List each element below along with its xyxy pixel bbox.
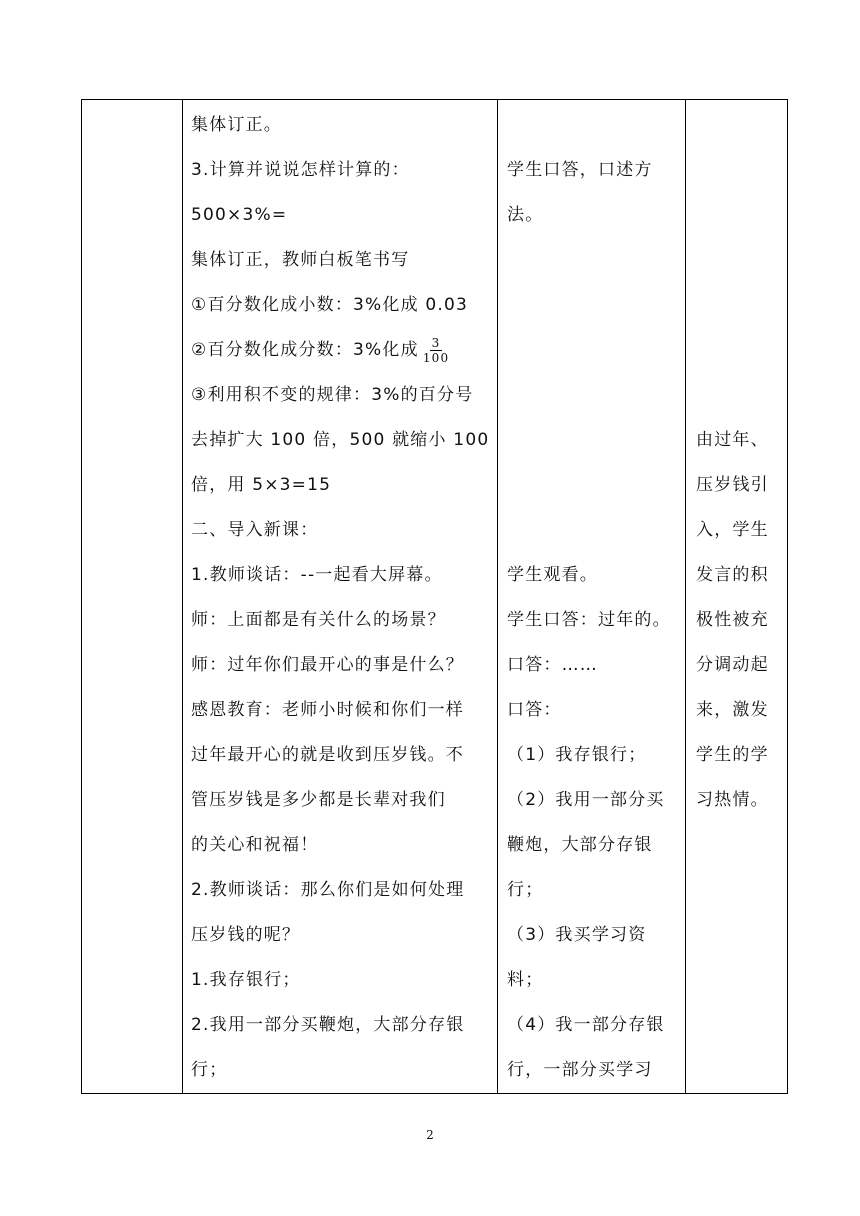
text-line: （1）我存银行； bbox=[507, 745, 647, 765]
text-line: 2.教师谈话：那么你们是如何处理 bbox=[191, 880, 465, 900]
empty-stage-cell bbox=[82, 100, 183, 1094]
text-line: ②百分数化成分数：3%化成 bbox=[191, 340, 419, 360]
text-line: 发言的积 bbox=[696, 565, 769, 585]
text-line: 学生口答：过年的。 bbox=[507, 610, 671, 630]
fraction bbox=[421, 336, 452, 365]
text-line: 2.我用一部分买鞭炮，大部分存银 bbox=[191, 1015, 465, 1035]
student-activity-cell bbox=[498, 100, 686, 1094]
text-line: 口答： bbox=[507, 700, 562, 720]
table-row bbox=[82, 100, 788, 1094]
text-line: 压岁钱的呢？ bbox=[191, 925, 301, 945]
text-line: 行，一部分买学习 bbox=[507, 1060, 653, 1080]
spacer-line bbox=[507, 328, 685, 373]
text-line: 习热情。 bbox=[696, 790, 769, 810]
text-line: （4）我一部分存银 bbox=[507, 1015, 665, 1035]
text-line: 行； bbox=[507, 880, 544, 900]
text-line: 分调动起 bbox=[696, 655, 769, 675]
text-line: 管压岁钱是多少都是长辈对我们 bbox=[191, 790, 446, 810]
text-line: 的关心和祝福！ bbox=[191, 835, 319, 855]
spacer-line bbox=[507, 508, 685, 553]
text-line: 1.教师谈话：--一起看大屏幕。 bbox=[191, 565, 443, 585]
text-line: ③利用积不变的规律：3%的百分号 bbox=[191, 385, 474, 405]
page-number: 2 bbox=[426, 1128, 434, 1142]
spacer-line bbox=[507, 283, 685, 328]
text-line: 入，学生 bbox=[696, 520, 769, 540]
text-line: 师：上面都是有关什么的场景？ bbox=[191, 610, 446, 630]
text-line: 口答：…… bbox=[507, 655, 598, 675]
lesson-plan-table bbox=[81, 99, 788, 1094]
text-line: 过年最开心的就是收到压岁钱。不 bbox=[191, 745, 464, 765]
spacer-line bbox=[507, 463, 685, 508]
text-line: 1.我存银行； bbox=[191, 970, 301, 990]
fraction-numerator: 3 bbox=[431, 335, 441, 350]
text-line: 感恩教育：老师小时候和你们一样 bbox=[191, 700, 464, 720]
text-line: 3.计算并说说怎样计算的： bbox=[191, 160, 410, 180]
text-line: 行； bbox=[191, 1060, 228, 1080]
text-line: 500×3%= bbox=[191, 205, 288, 225]
text-line: 学生口答，口述方 bbox=[507, 160, 653, 180]
text-line: 压岁钱引 bbox=[696, 475, 769, 495]
teacher-activity-cell bbox=[183, 100, 498, 1094]
text-line: 学生的学 bbox=[696, 745, 769, 765]
text-line: 集体订正。 bbox=[191, 115, 282, 135]
text-line: 料； bbox=[507, 970, 544, 990]
text-line: ①百分数化成小数：3%化成 0.03 bbox=[191, 295, 469, 315]
text-line: 极性被充 bbox=[696, 610, 769, 630]
text-line: 学生观看。 bbox=[507, 565, 598, 585]
text-line: 鞭炮，大部分存银 bbox=[507, 835, 653, 855]
text-line: 来，激发 bbox=[696, 700, 769, 720]
spacer-line bbox=[507, 238, 685, 283]
text-line: 法。 bbox=[507, 205, 544, 225]
text-line: 由过年、 bbox=[696, 430, 769, 450]
text-line: 倍，用 5×3=15 bbox=[191, 475, 332, 495]
spacer-line bbox=[507, 418, 685, 463]
fraction-line bbox=[191, 328, 497, 373]
text-line: 集体订正，教师白板笔书写 bbox=[191, 250, 410, 270]
text-line: 师：过年你们最开心的事是什么？ bbox=[191, 655, 464, 675]
text-line: （2）我用一部分买 bbox=[507, 790, 665, 810]
spacer-line bbox=[507, 373, 685, 418]
text-line: 二、导入新课： bbox=[191, 520, 319, 540]
fraction-denominator: 100 bbox=[422, 350, 450, 365]
text-line: （3）我买学习资 bbox=[507, 925, 647, 945]
design-intent-cell bbox=[686, 100, 788, 1094]
text-line: 去掉扩大 100 倍，500 就缩小 100 bbox=[191, 430, 490, 450]
